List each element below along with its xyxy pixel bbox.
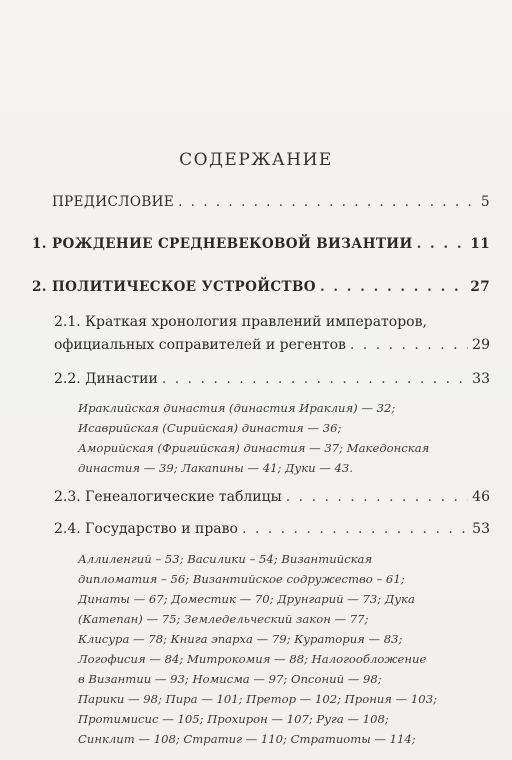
dynasties-line: Исаврийская (Сирийская) династия — 36; (78, 421, 342, 435)
state-law-line: (Катепан) — 75; Земледельческий закон — 77; (78, 612, 369, 626)
toc-entry-2-1[interactable] (54, 337, 490, 353)
contents-heading: СОДЕРЖАНИЕ (179, 150, 333, 170)
leader-dots (162, 371, 468, 387)
state-law-line: Парики — 98; Пира — 101; Претор — 102; Прония — 103; (78, 692, 437, 706)
toc-entry-preface[interactable] (52, 194, 490, 210)
state-law-line: Клисура — 78; Книга эпарха — 79; Куратория — 83; (78, 632, 403, 646)
state-law-line: Протимисис — 105; Прохирон — 107; Руга — 108; (78, 712, 389, 726)
toc-entry-2-3[interactable] (54, 489, 490, 505)
state-law-line: Аллиленгий – 53; Василики – 54; Византийская (78, 552, 373, 566)
toc-entry-chapter-1[interactable] (32, 236, 490, 252)
leader-dots (350, 337, 468, 353)
dynasties-line: Ираклийская династия (династия Ираклия) — 32; (78, 401, 396, 415)
toc-page-number: 27 (470, 279, 490, 295)
state-law-line: Динаты — 67; Доместик — 70; Друнгарий — 73; Дука (78, 592, 415, 606)
toc-entry-label: ПРЕДИСЛОВИЕ (52, 194, 175, 210)
state-law-line: дипломатия – 56; Византийское содружество – 61; (78, 572, 405, 586)
state-law-line: Логофисия — 84; Митрокомия — 88; Налогообложение (78, 652, 427, 666)
toc-entry-label: 2.3. Генеалогические таблицы (54, 489, 282, 505)
toc-page-number: 29 (472, 337, 490, 353)
dynasties-line: Аморийская (Фригийская) династия — 37; Македонская (78, 441, 430, 455)
toc-entry-label: 2.4. Государство и право (54, 521, 238, 537)
state-law-line: Синклит — 108; Стратиг — 110; Стратиоты — 114; (78, 732, 416, 746)
toc-entry-label: официальных соправителей и регентов (54, 337, 346, 353)
leader-dots (286, 489, 468, 505)
toc-page-number: 53 (472, 521, 490, 537)
dynasties-line: династия — 39; Лакапины — 41; Дуки — 43. (78, 461, 353, 475)
toc-entry-label: 2.2. Династии (54, 371, 158, 387)
toc-entry-2-4[interactable] (54, 521, 490, 537)
toc-entry-label: 1. РОЖДЕНИЕ СРЕДНЕВЕКОВОЙ ВИЗАНТИИ (32, 236, 413, 252)
toc-page-number: 5 (481, 194, 490, 210)
state-law-line: в Византии — 93; Номисма — 97; Опсоний — 98; (78, 672, 382, 686)
leader-dots (417, 236, 467, 252)
toc-entry-2-1-line-1[interactable]: 2.1. Краткая хронология правлений императоров, (54, 314, 427, 330)
toc-entry-2-2[interactable] (54, 371, 490, 387)
leader-dots (242, 521, 468, 537)
toc-page-number: 11 (470, 236, 490, 252)
toc-page-number: 33 (472, 371, 490, 387)
toc-page-number: 46 (472, 489, 490, 505)
leader-dots (320, 279, 466, 295)
toc-entry-label: 2. ПОЛИТИЧЕСКОЕ УСТРОЙСТВО (32, 279, 316, 295)
leader-dots (178, 194, 477, 210)
toc-entry-chapter-2[interactable] (32, 279, 490, 295)
